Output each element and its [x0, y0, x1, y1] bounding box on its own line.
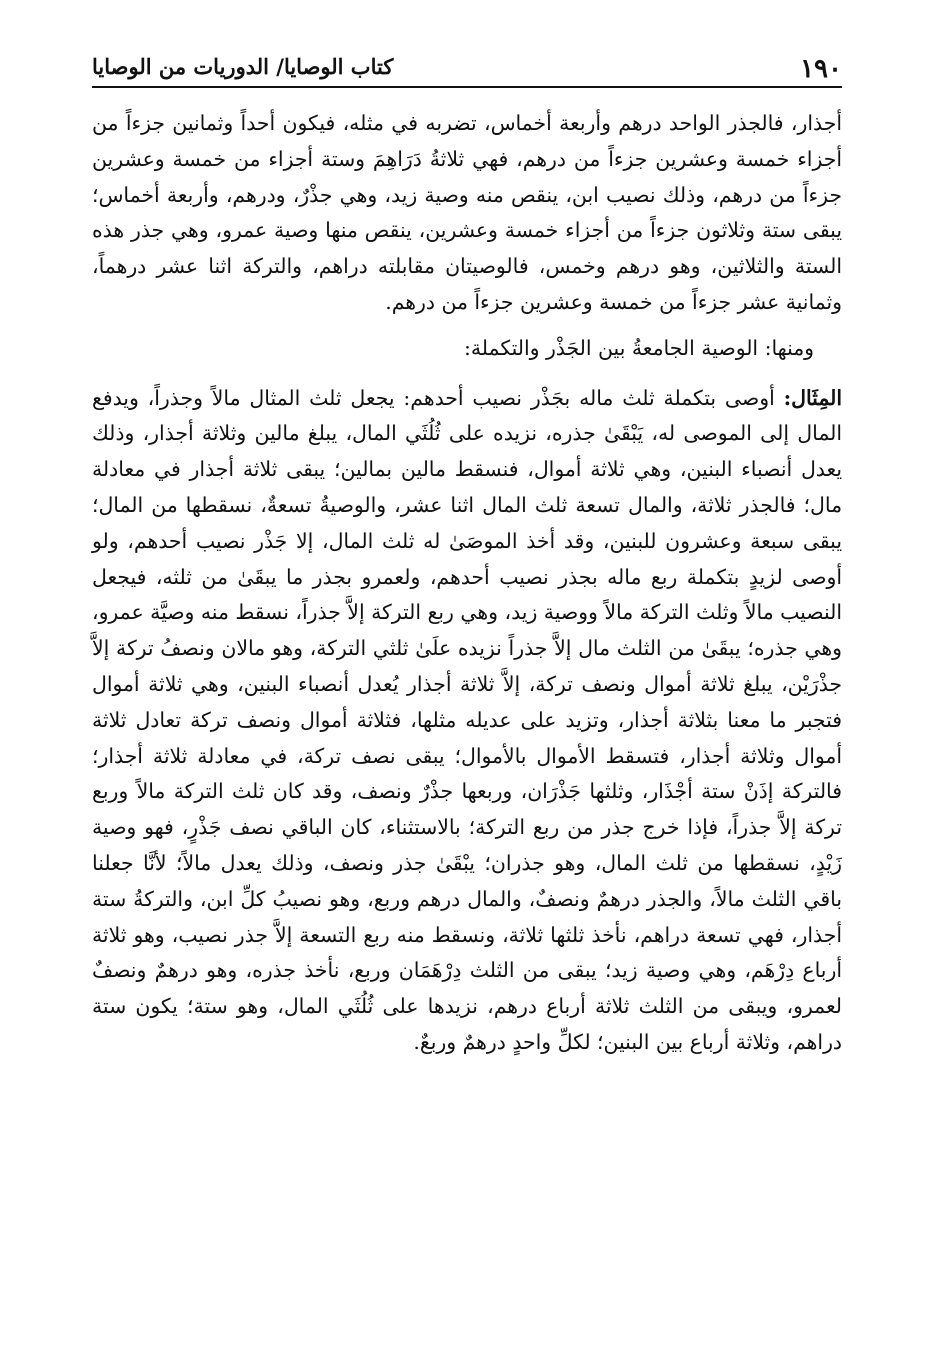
page-header — [92, 50, 842, 88]
running-title: كتاب الوصايا/ الدوريات من الوصايا — [92, 54, 394, 79]
body-text — [92, 106, 842, 1061]
page-number: ١٩٠ — [800, 54, 842, 84]
section-heading: ومنها: الوصية الجامعةُ بين الجَذْر والتكملة: — [464, 335, 814, 360]
example-text: أوصى بتكملة ثلث ماله بجَذْر نصيب أحدهم: يجعل ثلث المثال مالاً وجذراً، ويدفع المال إلى الموصى له، يَبْقَىٰ جذره، نزيده على ثُلُثَي المال، يبلغ مالين وثلاثة أجذار، وذلك يعدل أنصباء البنين، وهي ثلاثة أموال، فنسقط مالين بمالين؛ يبقى ثلاثة أجذار في معادلة مال؛ فالجذر ثلاثة، والمال تسعة ثلث المال اثنا عشر، والوصيةُ تسعةٌ، نسقطها من المال؛ يبقى سبعة وعشرون للبنين، وقد أخذ الموصَىٰ له ثلث المال، إلا جَذْر نصيب أحدهم، ولو أوصى لزيدٍ بتكملة ربع ماله بجذر نصيب أحدهم، ولعمرو بجذر ما يبقَىٰ من ثلثه، فيجعل النصيب مالاً وثلث التركة مالاً ووصية زيد، وهي ربع التركة إلاَّ جذراً، نسقط منه وصيَّة عمرو، وهي جذره؛ يبقَىٰ من الثلث مال إلاَّ جذراً نزيده علَىٰ ثلثي التركة، وهو مالان ونصفُ تركة إلاَّ جذْرَيْن، يبلغ ثلاثة أموال ونصف تركة، إلاَّ ثلاثة أجذار يُعدل أنصباء البنين، وهي ثلاثة أموال فتجبر ما معنا بثلاثة أجذار، وتزيد على عديله مثلها، فثلاثة أموال ونصف تركة تعادل ثلاثة أموال وثلاثة أجذار، فتسقط الأموال بالأموال؛ يبقى نصف تركة، في معادلة ثلاثة أجذار؛ فالتركة إذَنْ ستة أجْذَار، وثلثها جَذْرَان، وربعها جذْرٌ ونصف، وقد كان ثلث التركة مالاً وربع تركة إلاَّ جذراً، فإذا خرج جذر من ربع التركة؛ بالاستثناء، كان الباقي نصف جَذْرٍ، فهو وصية زَيْدٍ، نسقطها من ثلث المال، وهو جذران؛ يبْقَىٰ جذر ونصف، وذلك يعدل مالاً؛ لأنَّا جعلنا باقي الثلث مالاً، والجذر درهمٌ ونصفٌ، والمال درهم وربع، وهو نصيبُ كلِّ ابن، والتركةُ ستة أجذار، فهي تسعة دراهم، نأخذ ثلثها ثلاثة، ونسقط منه ربع التسعة إلاَّ جذر نصيب، وهو ثلاثة أرباع دِرْهَم، وهي وصية زيد؛ يبقى من الثلث دِرْهَمَان وربع، نأخذ جذره، وهو درهمٌ ونصفٌ لعمرو، ويبقى من الثلث ثلاثة أرباع درهم، نزيدها على ثُلُثَي المال، وهو ستة؛ يكون ستة دراهم، وثلاثة أرباع بين البنين؛ لكلِّ واحدٍ درهمٌ وربعٌ. — [92, 385, 842, 1054]
example-label: المِثَال: — [783, 385, 842, 410]
paragraph: أجذار، فالجذر الواحد درهم وأربعة أخماس، تضربه في مثله، فيكون أحداً وثمانين جزءاً من أجزاء خمسة وعشرين جزءاً من درهم، فهي ثلاثةُ دَرَاهِمَ وستة أجزاء من خمسة وعشرين جزءاً من درهم، وذلك نصيب ابن، ينقص منه وصية زيد، وهي جذْرٌ، ودرهم، وأربعة أخماس؛ يبقى ستة وثلاثون جزءاً من أجزاء خمسة وعشرين، ينقص منها وصية عمرو، وهي جذر هذه الستة والثلاثين، وهو درهم وخمس، فالوصيتان مقابلته دراهم، والتركة اثنا عشر درهماً، وثمانية عشر جزءاً من خمسة وعشرين جزءاً من درهم. — [92, 111, 842, 314]
example-paragraph — [92, 381, 842, 1061]
